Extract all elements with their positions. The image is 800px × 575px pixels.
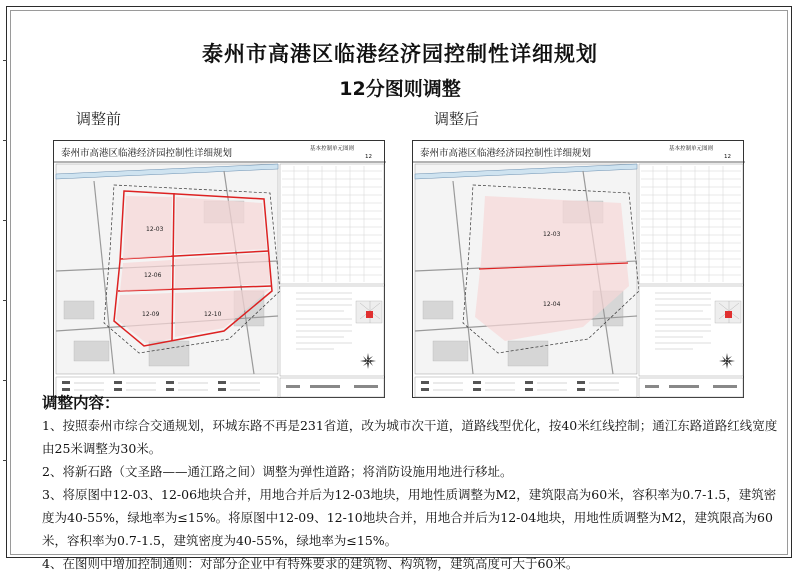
margin-tick [3,460,7,461]
content-heading: 调整内容： [42,394,120,412]
block-label: 12-04 [543,301,561,308]
page-subtitle: 12分图则调整 [339,78,461,100]
block-label: 12-03 [543,231,561,238]
block-label: 12-10 [204,311,222,318]
page-title: 泰州市高港区临港经济园控制性详细规划 [202,42,598,66]
panel-heading: 泰州市高港区临港经济园控制性详细规划 [61,148,233,159]
after-label: 调整后 [434,110,480,128]
panel-unit-label: 基本控制单元图则 [309,146,354,152]
before-plan-drawing [54,141,386,399]
block-label: 12-09 [142,311,160,318]
content-item-3: 3、将原图中12-03、12-06地块合并，用地合并后为12-03地块，用地性质调整为M2，建筑限高为60米，容积率为0.7-1.5，建筑密度为40-55%，绿地率为≤15%。将原图中12-09、12-10地块合并，用地合并后为12-04地块，用地性质调整为M2，建筑限高为60米，容积率为0.7-1.5，建筑密度为40-55%，绿地率为≤15%。 [42,487,777,548]
before-plan-panel [53,140,385,398]
panel-heading: 泰州市高港区临港经济园控制性详细规划 [420,148,592,159]
panel-unit-no: 12 [724,154,731,160]
content-item-1: 1、按照泰州市综合交通规划，环城东路不再是231省道，改为城市次干道，道路线型优化，按40米红线控制；通江东路道路红线宽度由25米调整为30米。 [42,418,778,456]
content-item-2: 2、将新石路（文圣路——通江路之间）调整为弹性道路；将消防设施用地进行移址。 [42,464,513,479]
margin-tick [3,220,7,221]
margin-tick [3,140,7,141]
block-label: 12-06 [144,272,162,279]
margin-tick [3,300,7,301]
content-item-4: 4、在图则中增加控制通则：对部分企业中有特殊要求的建筑物、构筑物，建筑高度可大于60米。 [42,556,579,571]
after-plan-panel [412,140,744,398]
after-plan-drawing [413,141,745,399]
before-label: 调整前 [76,110,122,128]
panel-unit-label: 基本控制单元图则 [668,146,713,152]
adjustment-content [42,393,782,575]
block-label: 12-03 [146,226,164,233]
panel-unit-no: 12 [365,154,372,160]
margin-tick [3,380,7,381]
